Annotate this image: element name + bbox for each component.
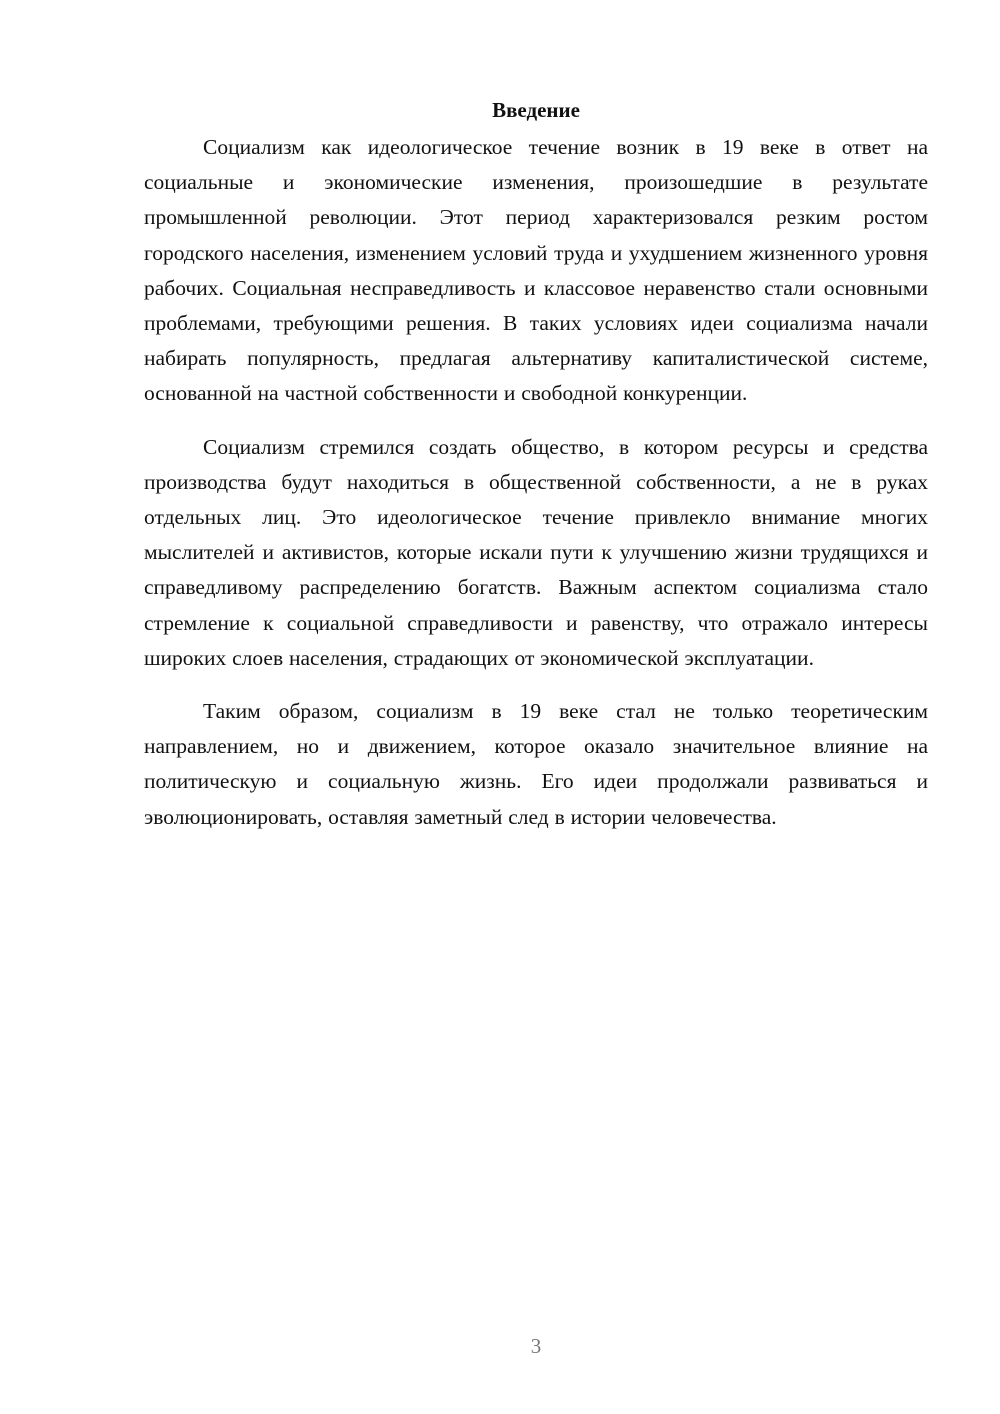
page-number: 3 bbox=[530, 1334, 542, 1358]
paragraph-2: Социализм стремился создать общество, в котором ресурсы и средства производства будут находиться в общественной собственности, а не в руках отдельных лиц. Это идеологическое течение привлекло внимание многих мыслителей и активистов, которые искали пути к улучшению жизни трудящихся и справедливому распределению богатств. Важным аспектом социализма стало стремление к социальной справедливости и равенству, что отражало интересы широких слоев населения, страдающих от экономической эксплуатации. bbox=[144, 434, 928, 670]
page-content bbox=[144, 96, 928, 835]
paragraph-1: Социализм как идеологическое течение возник в 19 веке в ответ на социальные и экономические изменения, произошедшие в результате промышленной революции. Этот период характеризовался резким ростом городского населения, изменением условий труда и ухудшением жизненного уровня рабочих. Социальная несправедливость и классовое неравенство стали основными проблемами, требующими решения. В таких условиях идеи социализма начали набирать популярность, предлагая альтернативу капиталистической системе, основанной на частной собственности и свободной конкуренции. bbox=[144, 135, 928, 406]
paragraph-3: Таким образом, социализм в 19 веке стал не только теоретическим направлением, но и движением, которое оказало значительное влияние на политическую и социальную жизнь. Его идеи продолжали развиваться и эволюционировать, оставляя заметный след в истории человечества. bbox=[144, 699, 928, 829]
section-title: Введение bbox=[492, 98, 580, 122]
